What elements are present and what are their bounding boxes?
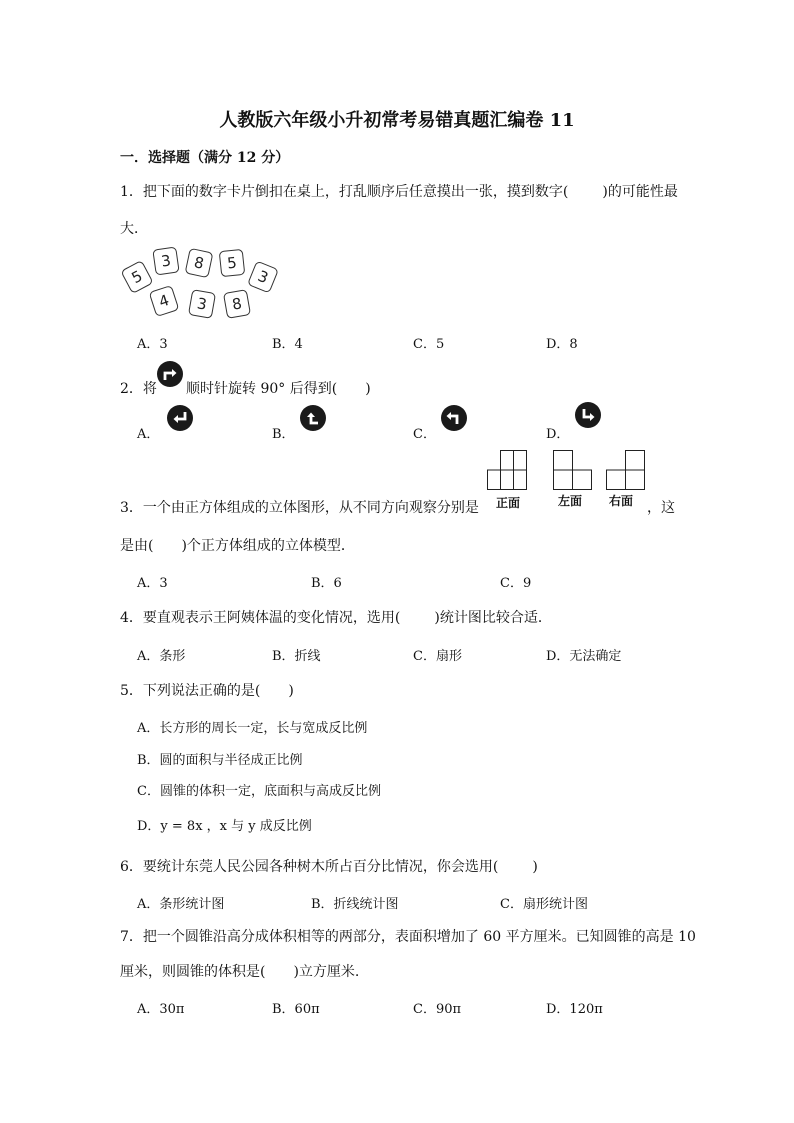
q3-option-c[interactable]: C．9 bbox=[500, 576, 532, 591]
turn-arrow-icon[interactable] bbox=[440, 404, 468, 432]
turn-arrow-icon[interactable] bbox=[299, 404, 327, 432]
view-label-left: 左面 bbox=[558, 494, 583, 508]
left-view-grid bbox=[553, 450, 593, 490]
q5-text-a: 5．下列说法正确的是( bbox=[120, 683, 261, 699]
q7-option-d[interactable]: D．120π bbox=[546, 1002, 603, 1017]
q1-option-c[interactable]: C．5 bbox=[413, 337, 445, 352]
q1-option-a[interactable]: A．3 bbox=[137, 337, 168, 352]
q2-option-a[interactable]: A． bbox=[137, 427, 160, 442]
q6-option-c[interactable]: C．扇形统计图 bbox=[500, 897, 588, 912]
q3-text-a: 3．一个由正方体组成的立体图形，从不同方向观察分别是 bbox=[120, 500, 479, 516]
q4-option-b[interactable]: B．折线 bbox=[272, 649, 321, 664]
q2-option-b[interactable]: B． bbox=[272, 427, 295, 442]
view-label-right: 右面 bbox=[609, 494, 634, 508]
q2-text-a: 2．将 bbox=[120, 381, 157, 397]
q5-option-c[interactable]: C．圆锥的体积一定，底面积与高成反比例 bbox=[137, 784, 381, 799]
q3-text-c: 是由( bbox=[120, 538, 154, 554]
number-card: 8 bbox=[185, 248, 214, 278]
q5-option-a[interactable]: A．长方形的周长一定，长与宽成反比例 bbox=[137, 721, 368, 736]
q6-text-b: ) bbox=[532, 859, 538, 875]
turn-arrow-icon[interactable] bbox=[574, 401, 602, 429]
q2-text-c: ) bbox=[365, 381, 371, 397]
q6-option-b[interactable]: B．折线统计图 bbox=[311, 897, 399, 912]
number-card: 8 bbox=[223, 289, 251, 319]
number-card: 3 bbox=[247, 260, 279, 293]
q3-option-a[interactable]: A．3 bbox=[137, 576, 168, 591]
right-view-grid bbox=[606, 450, 646, 490]
q5-option-b[interactable]: B．圆的面积与半径成正比例 bbox=[137, 753, 303, 768]
q3-text-d: )个正方体组成的立体模型． bbox=[181, 538, 355, 554]
q6-option-a[interactable]: A．条形统计图 bbox=[137, 897, 225, 912]
q2-option-d[interactable]: D． bbox=[546, 427, 570, 442]
q4-option-c[interactable]: C．扇形 bbox=[413, 649, 462, 664]
q7-option-a[interactable]: A．30π bbox=[137, 1002, 185, 1017]
q5-option-d[interactable]: D．y = 8x ，x 与 y 成反比例 bbox=[137, 819, 312, 834]
q1-option-d[interactable]: D．8 bbox=[546, 337, 578, 352]
q3-option-b[interactable]: B．6 bbox=[311, 576, 342, 591]
q4-text-b: )统计图比较合适． bbox=[434, 610, 552, 626]
section-heading: 一．选择题（满分 12 分） bbox=[120, 150, 290, 166]
number-card: 3 bbox=[152, 246, 179, 275]
q6-text-a: 6．要统计东莞人民公园各种树木所占百分比情况，你会选用( bbox=[120, 859, 499, 875]
q4-option-a[interactable]: A．条形 bbox=[137, 649, 186, 664]
number-card: 5 bbox=[120, 260, 153, 294]
q1-option-b[interactable]: B．4 bbox=[272, 337, 303, 352]
front-view-grid bbox=[487, 450, 527, 490]
number-card: 4 bbox=[149, 285, 180, 317]
q1-text-b: )的可能性最 bbox=[602, 184, 678, 200]
number-card: 5 bbox=[219, 249, 246, 277]
q2-text-b: 顺时针旋转 90° 后得到( bbox=[186, 381, 338, 397]
q7-text-b: 厘米，则圆锥的体积是( bbox=[120, 964, 266, 980]
q5-text-b: ) bbox=[288, 683, 294, 699]
turn-arrow-icon bbox=[156, 360, 184, 388]
q1-text-a: 1．把下面的数字卡片倒扣在桌上，打乱顺序后任意摸出一张，摸到数字( bbox=[120, 184, 569, 200]
q7-text-c: )立方厘米. bbox=[293, 964, 360, 980]
q3-text-b: ，这 bbox=[647, 500, 675, 516]
number-card: 3 bbox=[188, 289, 216, 319]
q2-option-c[interactable]: C． bbox=[413, 427, 436, 442]
q4-option-d[interactable]: D．无法确定 bbox=[546, 649, 622, 664]
q4-text-a: 4．要直观表示王阿姨体温的变化情况，选用( bbox=[120, 610, 401, 626]
q7-option-c[interactable]: C．90π bbox=[413, 1002, 462, 1017]
turn-arrow-icon[interactable] bbox=[166, 404, 194, 432]
q7-text-a: 7．把一个圆锥沿高分成体积相等的两部分，表面积增加了 60 平方厘米。已知圆锥的高是 10 bbox=[120, 929, 696, 945]
q7-option-b[interactable]: B．60π bbox=[272, 1002, 320, 1017]
view-label-front: 正面 bbox=[496, 496, 521, 510]
q1-text-c: 大． bbox=[120, 221, 148, 237]
page-title: 人教版六年级小升初常考易错真题汇编卷 11 bbox=[219, 110, 575, 131]
